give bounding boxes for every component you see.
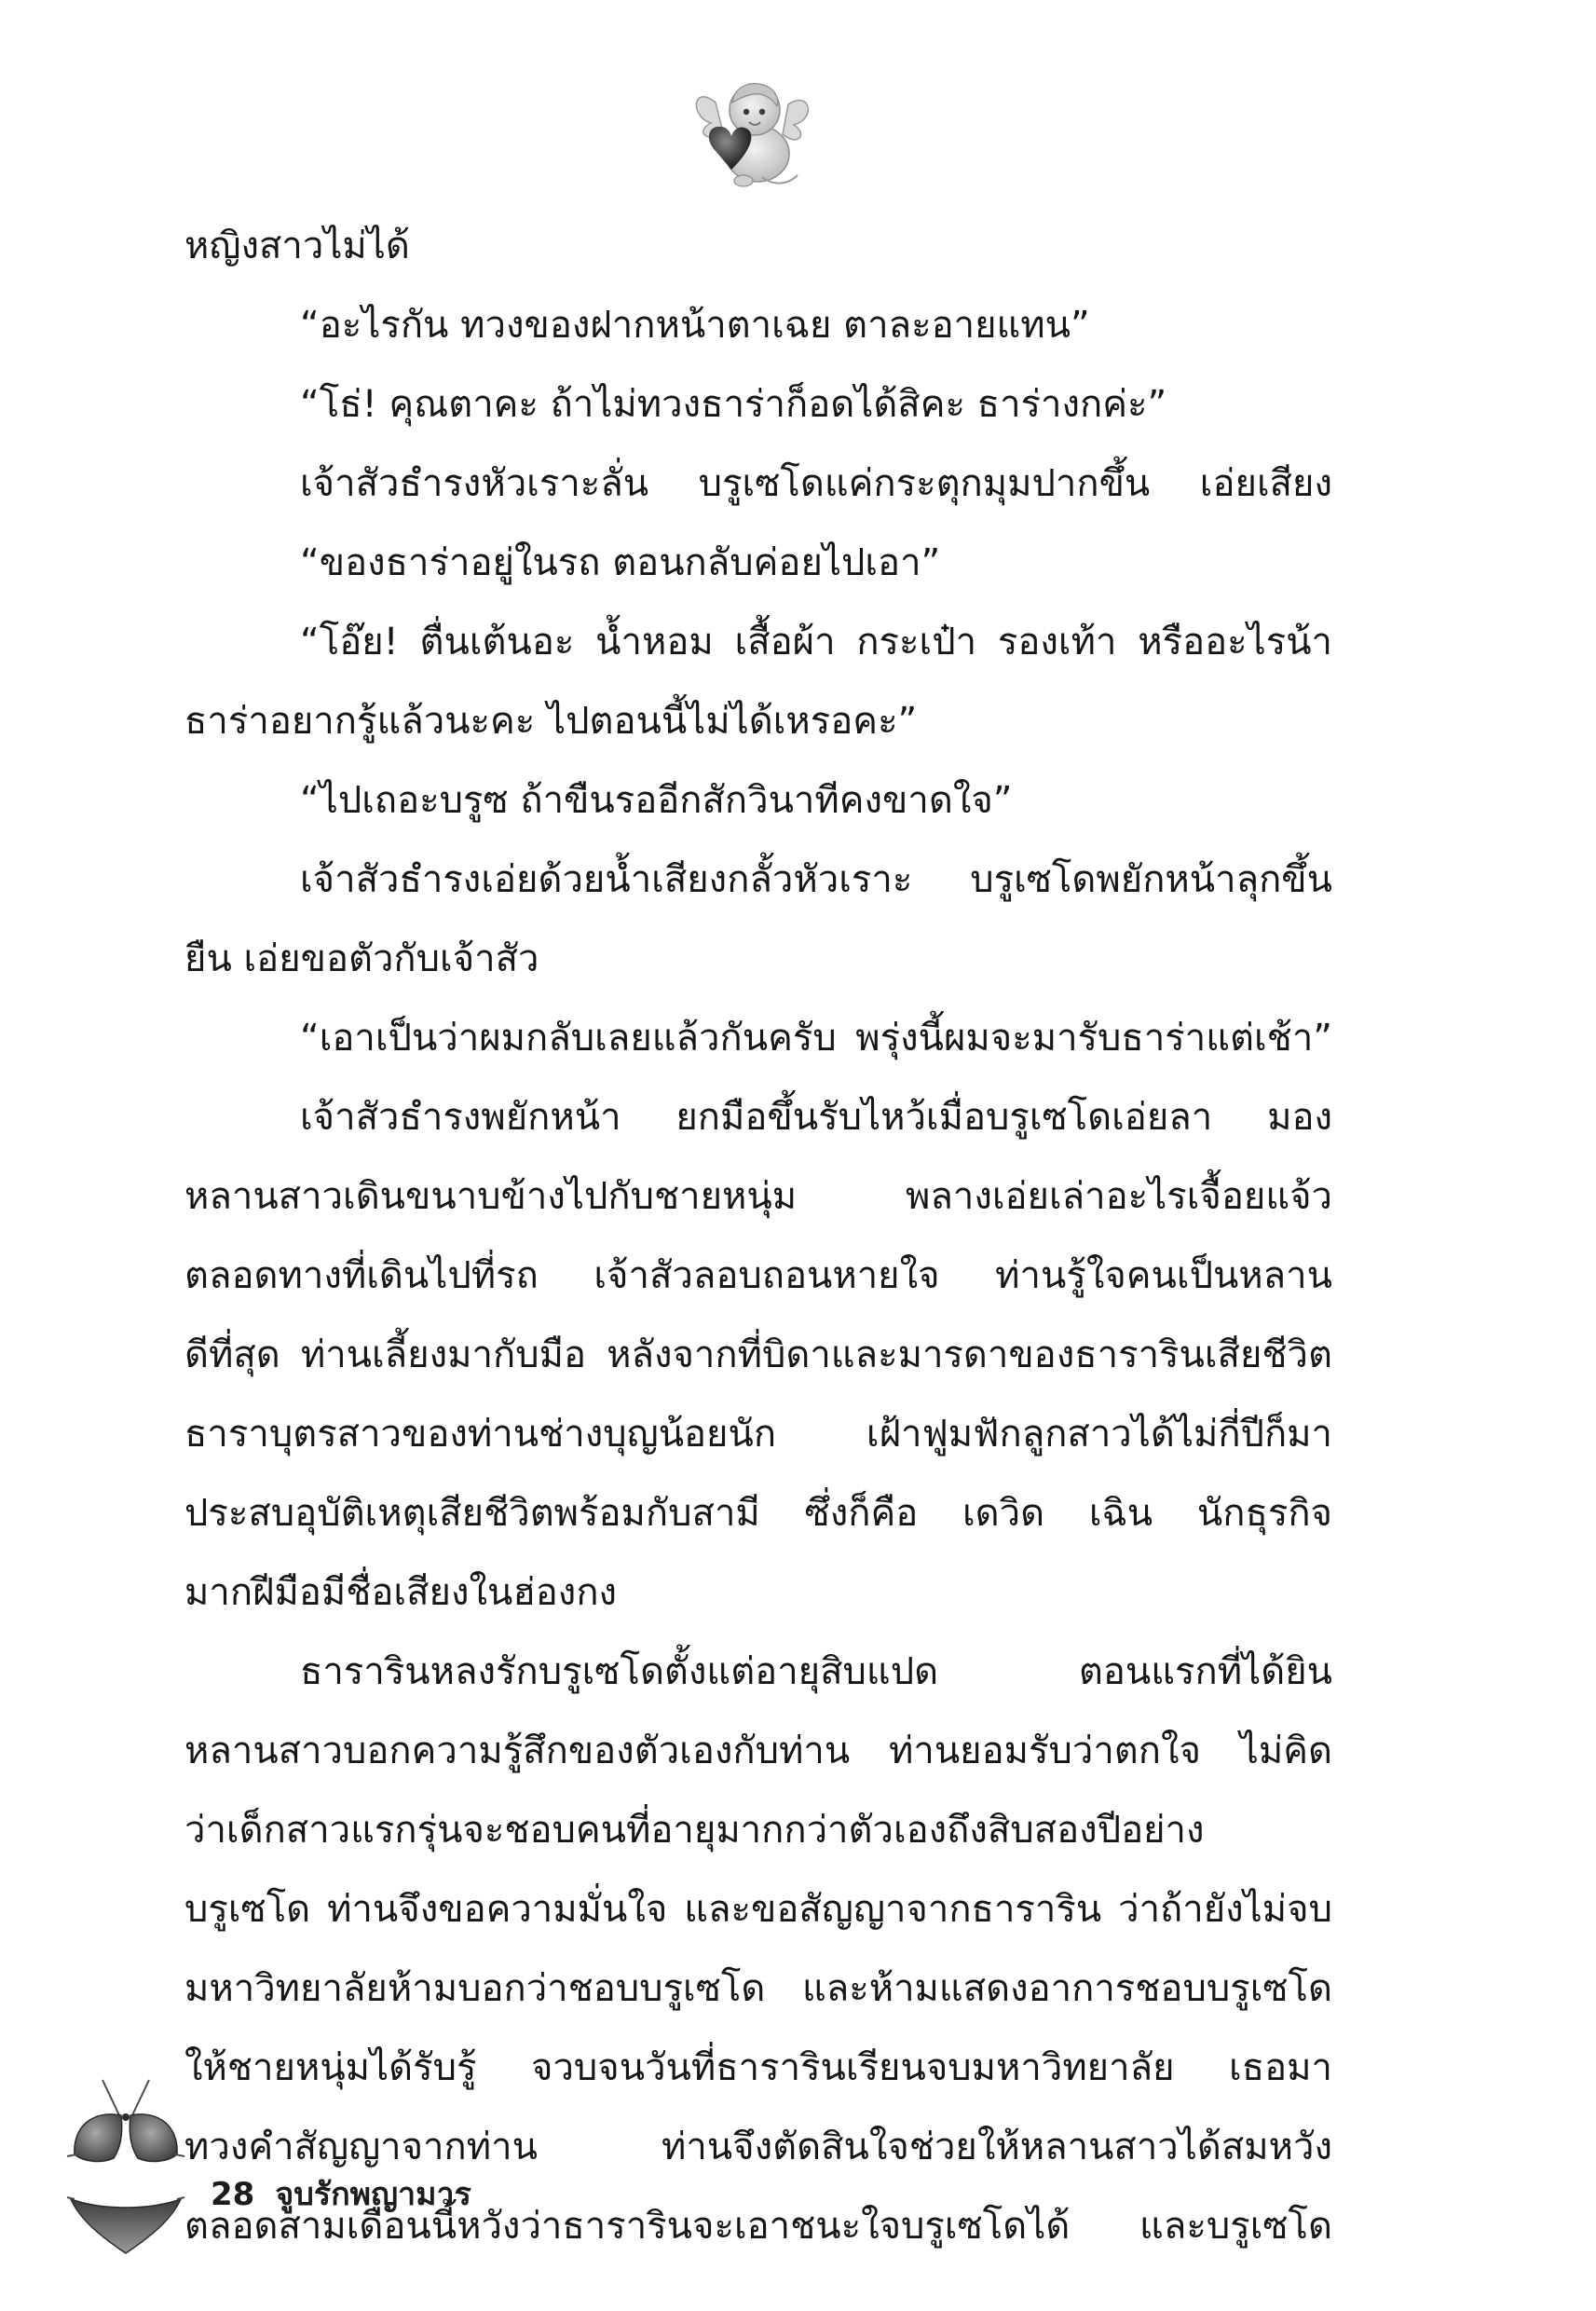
text-line: ตลอดทางที่เดินไปที่รถ เจ้าสัวลอบถอนหายใจ ท่านรู้ใจคนเป็นหลาน — [184, 1254, 1332, 1297]
text-line: หลานสาวบอกความรู้สึกของตัวเองกับท่าน ท่านยอมรับว่าตกใจ ไม่คิด — [184, 1730, 1332, 1772]
cupid-heart-icon — [688, 65, 818, 196]
text-line: ว่าเด็กสาวแรกรุ่นจะชอบคนที่อายุมากกว่าตัวเองถึงสิบสองปีอย่าง — [184, 1809, 1205, 1852]
text-line: หลานสาวเดินขนาบข้างไปกับชายหนุ่ม พลางเอ่ยเล่าอะไรเจื้อยแจ้ว — [184, 1175, 1332, 1218]
text-line: “โธ่! คุณตาคะ ถ้าไม่ทวงธาร่าก็อดได้สิคะ ธาร่างกค่ะ” — [300, 383, 1167, 426]
page-number: 28 — [211, 2176, 255, 2213]
page-footer — [211, 2167, 471, 2222]
text-line: “ไปเถอะบรูซ ถ้าขืนรออีกสักวินาทีคงขาดใจ” — [300, 779, 1013, 822]
text-line: ธาร่าอยากรู้แล้วนะคะ ไปตอนนี้ไม่ได้เหรอคะ” — [184, 700, 918, 743]
text-line: “เอาเป็นว่าผมกลับเลยแล้วกันครับ พรุ่งนี้ผมจะมารับธาร่าแต่เช้า” — [300, 1017, 1332, 1060]
text-line: มากฝีมือมีชื่อเสียงในฮ่องกง — [184, 1571, 618, 1614]
text-line: หญิงสาวไม่ได้ — [184, 225, 410, 267]
text-line: “ของธาร่าอยู่ในรถ ตอนกลับค่อยไปเอา” — [300, 541, 941, 584]
text-line: ตลอดสามเดือนนี้หวังว่าธารารินจะเอาชนะใจบรูเซโดได้ และบรูเซโด — [184, 2205, 1332, 2248]
text-line: ธาราบุตรสาวของท่านช่างบุญน้อยนัก เฝ้าฟูมฟักลูกสาวได้ไม่กี่ปีก็มา — [184, 1413, 1332, 1456]
text-line: เจ้าสัวธำรงพยักหน้า ยกมือขึ้นรับไหว้เมื่อบรูเซโดเอ่ยลา มอง — [300, 1096, 1332, 1139]
book-title: จูบรักพญามาร — [275, 2176, 471, 2213]
text-line: เจ้าสัวธำรงเอ่ยด้วยน้ำเสียงกลั้วหัวเราะ บรูเซโดพยักหน้าลุกขึ้น — [300, 858, 1332, 901]
text-line: มหาวิทยาลัยห้ามบอกว่าชอบบรูเซโด และห้ามแสดงอาการชอบบรูเซโด — [184, 1967, 1332, 2010]
text-line: ทวงคำสัญญาจากท่าน ท่านจึงตัดสินใจช่วยให้หลานสาวได้สมหวัง — [184, 2126, 1332, 2168]
text-line: บรูเซโด ท่านจึงขอความมั่นใจ และขอสัญญาจากธาราริน ว่าถ้ายังไม่จบ — [184, 1888, 1332, 1931]
text-line: ยืน เอ่ยขอตัวกับเจ้าสัว — [184, 937, 539, 980]
body-text — [184, 207, 1332, 2266]
text-line: เจ้าสัวธำรงหัวเราะลั่น บรูเซโดแค่กระตุกมุมปากขึ้น เอ่ยเสียง — [300, 462, 1332, 505]
text-line: ธารารินหลงรักบรูเซโดตั้งแต่อายุสิบแปด ตอนแรกที่ได้ยิน — [300, 1650, 1332, 1693]
text-line: “โอ๊ย! ตื่นเต้นอะ น้ำหอม เสื้อผ้า กระเป๋า รองเท้า หรืออะไรน้า — [300, 621, 1332, 663]
text-line: ให้ชายหนุ่มได้รับรู้ จวบจนวันที่ธารารินเรียนจบมหาวิทยาลัย เธอมา — [184, 2046, 1332, 2089]
text-line: ดีที่สุด ท่านเลี้ยงมากับมือ หลังจากที่บิดาและมารดาของธารารินเสียชีวิต — [184, 1333, 1332, 1376]
bikini-icon — [65, 2071, 186, 2257]
text-line: “อะไรกัน ทวงของฝากหน้าตาเฉย ตาละอายแทน” — [300, 304, 1090, 347]
text-line: ประสบอุบัติเหตุเสียชีวิตพร้อมกับสามี ซึ่งก็คือ เดวิด เฉิน นักธุรกิจ — [184, 1492, 1332, 1535]
